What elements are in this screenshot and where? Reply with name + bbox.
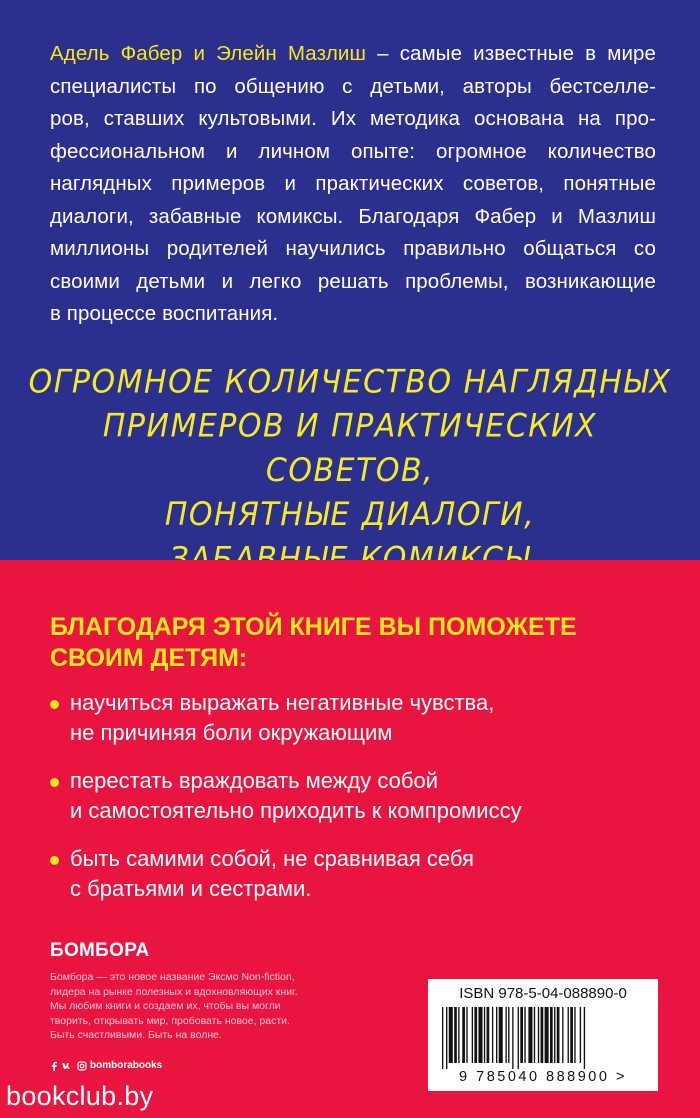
barcode-bar [505, 1007, 506, 1063]
isbn-label: ISBN 978-5-04-088890-0 [459, 985, 627, 1002]
barcode-bar [568, 1007, 569, 1063]
barcode-bar [574, 1007, 575, 1063]
tagline-line: ПОНЯТНЫЕ ДИАЛОГИ, [164, 496, 536, 534]
barcode-bar [524, 1007, 525, 1063]
barcode-bar [570, 1007, 573, 1063]
barcode-bar [458, 1007, 459, 1063]
intro-line: Адель Фабер и Элейн Мазлиш – самые известные в мире [50, 42, 656, 65]
barcode-bar [478, 1007, 482, 1063]
publisher-logo: БОМБОРА [50, 940, 150, 961]
barcode-bar [466, 1007, 467, 1063]
intro-line: миллионы родителей научились правильно общаться со [50, 237, 656, 260]
intro-paragraph [50, 38, 656, 331]
barcode-bar [499, 1007, 503, 1063]
handwritten-tagline [20, 360, 680, 581]
intro-line: в процессе воспитания. [50, 302, 279, 325]
barcode-bar [474, 1007, 477, 1063]
intro-line: диалоги, забавные комиксы. Благодаря Фабер и Мазлиш [50, 204, 656, 228]
bottom-panel [0, 560, 700, 1118]
facebook-icon[interactable] [50, 1061, 58, 1071]
barcode-bar [496, 1007, 497, 1063]
intro-line: своими детьми и легко решать проблемы, возникающие [50, 269, 656, 293]
barcode-bar [442, 1007, 443, 1069]
barcode-bar [512, 1007, 513, 1069]
barcode-bar [518, 1007, 519, 1069]
bullet-dot-icon [50, 856, 59, 865]
barcode-bar [508, 1007, 509, 1063]
tagline-line: ОГРОМНОЕ КОЛИЧЕСТВО НАГЛЯДНЫХ [28, 363, 672, 402]
social-links [50, 1060, 162, 1071]
barcode-bar [520, 1007, 523, 1063]
intro-line: наглядных примеров и практических советов, понятные [50, 172, 656, 195]
barcode-bars [440, 1007, 646, 1069]
barcode-bar [545, 1007, 549, 1063]
barcode-bar [550, 1007, 553, 1063]
tagline-line: ПРИМЕРОВ И ПРАКТИЧЕСКИХ СОВЕТОВ, [102, 407, 598, 490]
intro-line: ров, ставших культовыми. Их методика основана на про- [50, 107, 656, 130]
authors-name: Адель Фабер и Элейн Мазлиш [50, 42, 367, 65]
bullet-dot-icon [50, 778, 59, 787]
barcode-bar [487, 1007, 490, 1063]
barcode-bar [541, 1007, 544, 1063]
benefit-item: научиться выражать негативные чувства, не причиняя боли окружающим [50, 688, 670, 748]
barcode-bar [472, 1007, 473, 1063]
barcode-digits: 9 785040 888900 > [459, 1069, 627, 1085]
barcode-bar [554, 1007, 555, 1063]
instagram-icon[interactable] [77, 1061, 87, 1071]
barcode-bar [446, 1007, 447, 1069]
barcode-bar [557, 1007, 560, 1063]
vk-icon[interactable] [61, 1061, 74, 1071]
barcode-bar [492, 1007, 493, 1063]
barcode-bar [528, 1007, 532, 1063]
benefits-list [50, 688, 670, 922]
barcode-bar [534, 1007, 535, 1063]
benefit-item: перестать враждовать между собой и самостоятельно приходить к компромиссу [50, 766, 670, 826]
barcode-bar [449, 1007, 453, 1063]
barcode-bar [584, 1007, 585, 1069]
site-watermark: bookclub.by [6, 1081, 154, 1111]
intro-line: фессиональном и личном опыте: огромное количество [50, 139, 656, 163]
benefit-item: быть самими собой, не сравнивая себя с братьями и сестрами. [50, 844, 670, 904]
barcode-bar [562, 1007, 563, 1063]
barcode-bar [580, 1007, 581, 1063]
isbn-barcode [428, 979, 658, 1091]
social-handle[interactable]: bomborabooks [90, 1060, 163, 1071]
barcode-bar [462, 1007, 465, 1063]
barcode-bar [454, 1007, 457, 1063]
intro-line: специалисты по общению с детьми, авторы бестселле- [50, 74, 656, 98]
bullet-dot-icon [50, 700, 59, 709]
barcode-bar [538, 1007, 539, 1063]
benefits-headline: БЛАГОДАРЯ ЭТОЙ КНИГЕ ВЫ ПОМОЖЕТЕ СВОИМ ДЕТЯМ: [50, 613, 577, 672]
barcode-bar [484, 1007, 485, 1063]
publisher-description: Бомбора — это новое название Эксмо Non-fiction, лидера на рынке полезных и вдохновляющих книг. Мы любим книги и создаем их, чтобы вы могли творить, открывать мир, пробовать новое, расти. Быть счастливыми. Быть на волне. [50, 971, 298, 1042]
